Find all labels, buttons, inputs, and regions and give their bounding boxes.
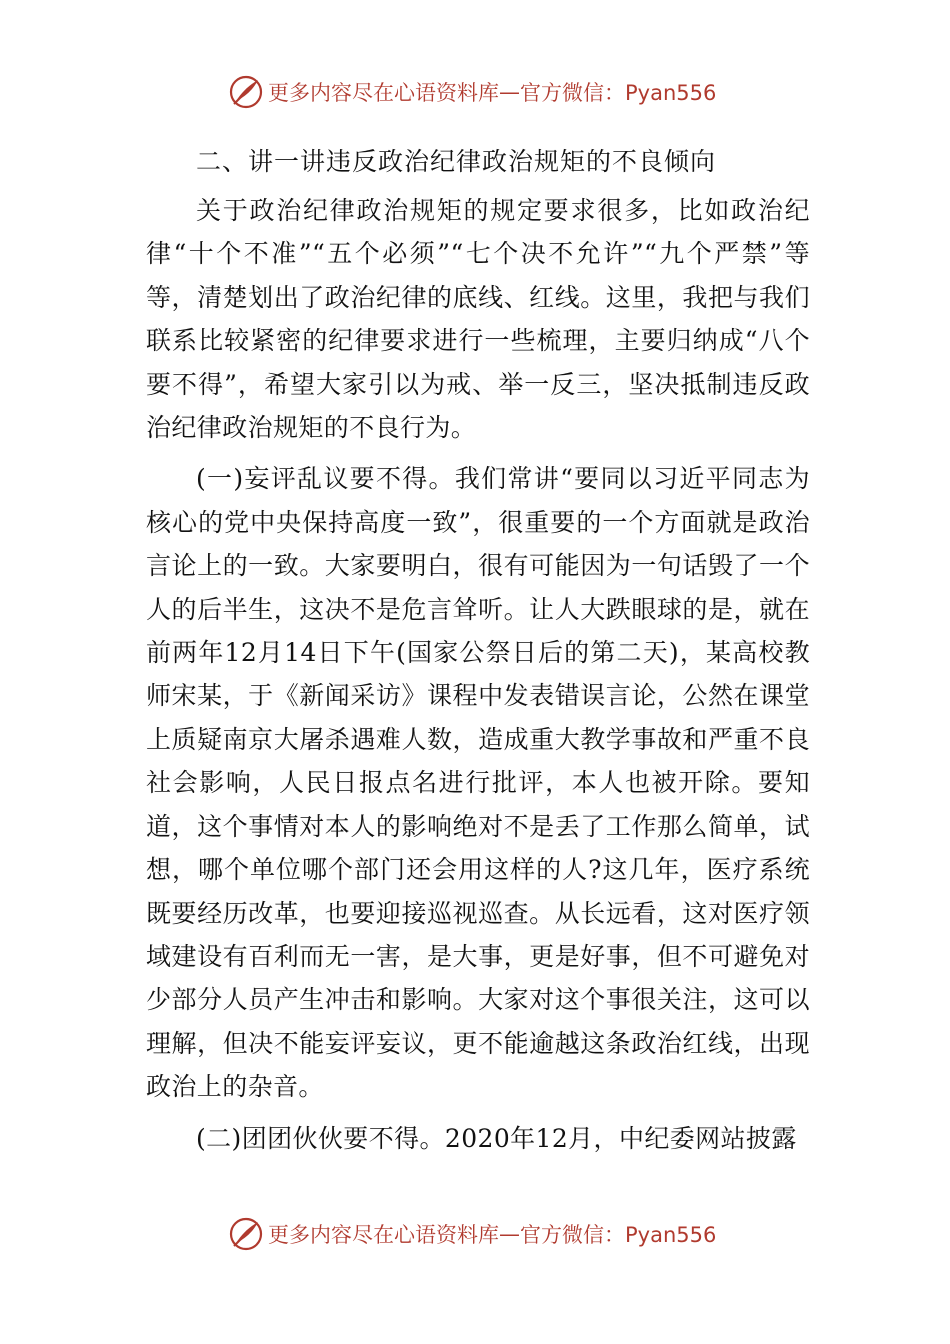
header-watermark: [228, 72, 748, 112]
watermark-wechat-text: 官方微信：Pyan556: [520, 1223, 717, 1247]
quill-logo-icon: [228, 74, 264, 110]
quill-logo-icon: [228, 1216, 264, 1252]
paragraph-intro: 关于政治纪律政治规矩的规定要求很多，比如政治纪律“十个不准”“五个必须”“七个决不允许”“九个严禁”等等，清楚划出了政治纪律的底线、红线。这里，我把与我们联系比较紧密的纪律要求进行一些梳理，主要归纳成“八个要不得”，希望大家引以为戒、举一反三，坚决抵制违反政治纪律政治规矩的不良行为。: [146, 196, 810, 443]
section-heading: 二、讲一讲违反政治纪律政治规矩的不良倾向: [196, 147, 717, 176]
watermark-site-text: 更多内容尽在心语资料库: [268, 81, 499, 105]
watermark-dash: —: [499, 80, 520, 104]
paragraph-item-2: (二)团团伙伙要不得。2020年12月，中纪委网站披露: [196, 1123, 797, 1153]
watermark-wechat-text: 官方微信：Pyan556: [520, 81, 717, 105]
watermark-site-text: 更多内容尽在心语资料库: [268, 1223, 499, 1247]
paragraph-item-1: (一)妄评乱议要不得。我们常讲“要同以习近平同志为核心的党中央保持高度一致”，很重要的一个方面就是政治言论上的一致。大家要明白，很有可能因为一句话毁了一个人的后半生，这决不是危言耸听。让人大跌眼球的是，就在前两年12月14日下午(国家公祭日后的第二天)，某高校教师宋某，于《新闻采访》课程中发表错误言论，公然在课堂上质疑南京大屠杀遇难人数，造成重大教学事故和严重不良社会影响，人民日报点名进行批评，本人也被开除。要知道，这个事情对本人的影响绝对不是丢了工作那么简单，试想，哪个单位哪个部门还会用这样的人?这几年，医疗系统既要经历改革，也要迎接巡视巡查。从长远看，这对医疗领域建设有百利而无一害，是大事，更是好事，但不可避免对少部分人员产生冲击和影响。大家对这个事很关注，这可以理解，但决不能妄评妄议，更不能逾越这条政治红线，出现政治上的杂音。: [146, 464, 810, 1102]
document-body: [146, 140, 810, 1168]
footer-watermark: [228, 1214, 748, 1254]
watermark-dash: —: [499, 1222, 520, 1246]
